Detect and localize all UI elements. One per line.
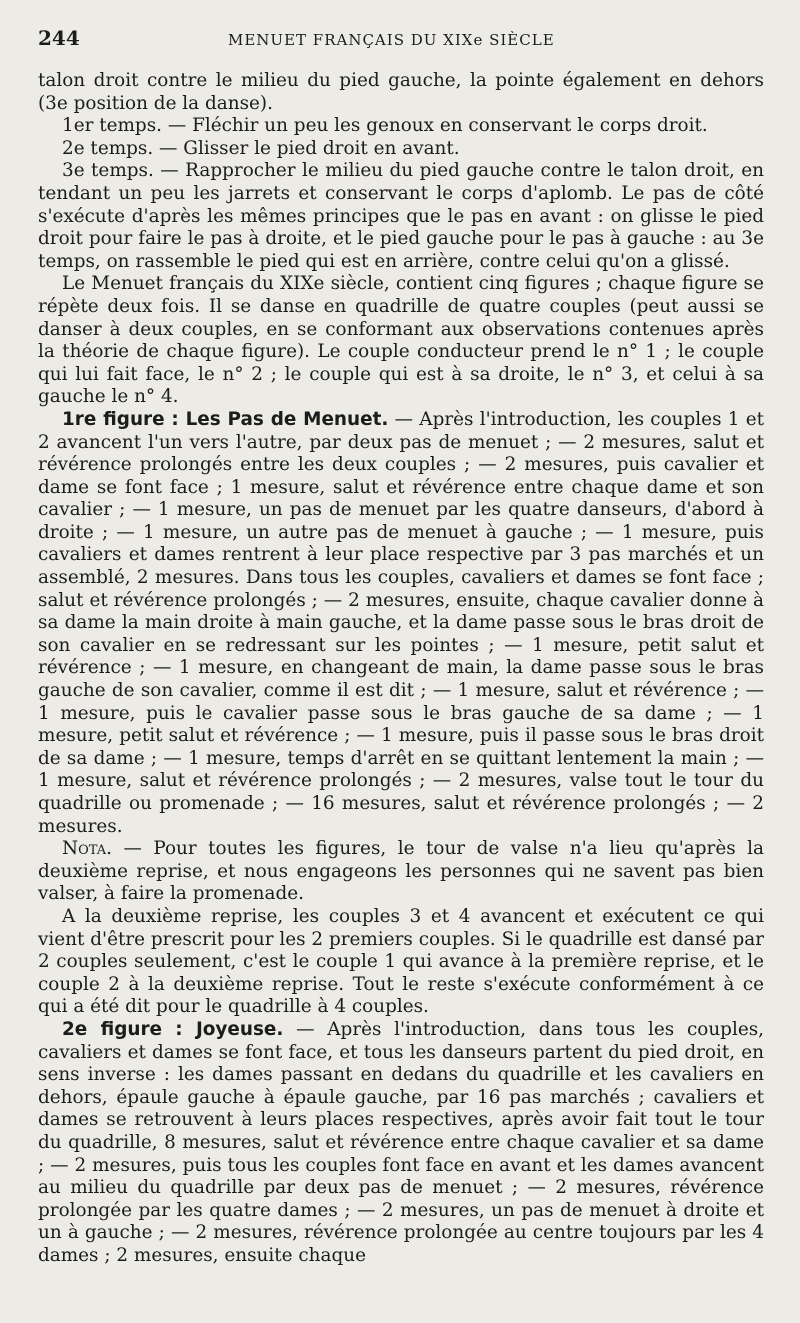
paragraph-nota (38, 838, 764, 906)
figure-1-heading: 1re figure : Les Pas de Menuet. (62, 408, 389, 430)
running-title: MENUET FRANÇAIS DU XIXe SIÈCLE (228, 31, 555, 49)
figure-2-heading: 2e figure : Joyeuse. (62, 1018, 284, 1040)
paragraph-figure-1 (38, 409, 764, 838)
paragraph-third-beat: 3e temps. — Rapprocher le milieu du pied gauche contre le talon droit, en tendant un peu les jarrets et conservant le corps d'aplomb. Le pas de côté s'exécute d'après les mêmes principes que le pas en avant : on glisse le pied droit pour faire le pas à droite, et le pied gauche pour le pas à gauche : au 3e temps, on rassemble le pied qui est en arrière, contre celui qu'on a glissé. (38, 160, 764, 272)
paragraph-continuation: talon droit contre le milieu du pied gauche, la pointe également en dehors (3e position de la danse). (38, 70, 764, 114)
paragraph-first-beat: 1er temps. — Fléchir un peu les genoux en conservant le corps droit. (62, 115, 708, 137)
page-header (38, 26, 764, 60)
paragraph-second-beat: 2e temps. — Glisser le pied droit en avant. (62, 137, 460, 159)
figure-2-text: — Après l'introduction, dans tous les couples, cavaliers et dames se font face, et tous les danseurs partent du pied droit, en sens inverse : les dames passant en dedans du quadrille et les cavaliers en dehors, épaule gauche à épaule gauche, par 16 pas marchés ; cavaliers et dames se retrouvent à leurs places respectives, après avoir fait tout le tour du quadrille, 8 mesures, salut et révérence entre chaque cavalier et sa dame ; — 2 mesures, puis tous les couples font face en avant et les dames avancent au milieu du quadrille par deux pas de menuet ; — 2 mesures, révérence prolongée par les quatre dames ; — 2 mesures, un pas de menuet à droite et un à gauche ; — 2 mesures, révérence prolongée au centre toujours par les 4 dames ; 2 mesures, ensuite chaque (38, 1018, 764, 1266)
paragraph-figure-2 (38, 1019, 764, 1268)
nota-label: Nota. (62, 838, 112, 860)
page-number: 244 (38, 26, 80, 50)
paragraph-second-reprise: A la deuxième reprise, les couples 3 et 4 avancent et exécutent ce qui vient d'être prescrit pour les 2 premiers couples. Si le quadrille est dansé par 2 couples seulement, c'est le couple 1 qui avance à la première reprise, et le couple 2 à la deuxième reprise. Tout le reste s'exécute conformément à ce qui a été dit pour le quadrille à 4 couples. (38, 905, 764, 1018)
body-text (38, 70, 764, 1267)
figure-1-text: — Après l'introduction, les couples 1 et 2 avancent l'un vers l'autre, par deux pas de menuet ; — 2 mesures, salut et révérence prolongés entre les deux couples ; — 2 mesures, puis cavalier et dame se font face ; 1 mesure, salut et révérence entre chaque dame et son cavalier ; — 1 mesure, un pas de menuet par les quatre danseurs, d'abord à droite ; — 1 mesure, un autre pas de menuet à gauche ; — 1 mesure, puis cavaliers et dames rentrent à leur place respective par 3 pas marchés et un assemblé, 2 mesures. Dans tous les couples, cavaliers et dames se font face ; salut et révérence prolongés ; — 2 mesures, ensuite, chaque cavalier donne à sa dame la main droite à main gauche, et la dame passe sous le bras droit de son cavalier en se redressant sur les pointes ; — 1 mesure, petit salut et révérence ; — 1 mesure, en changeant de main, la dame passe sous le bras gauche de son cavalier, comme il est dit ; — 1 mesure, salut et révérence ; — 1 mesure, puis le cavalier passe sous le bras gauche de sa dame ; — 1 mesure, petit salut et révérence ; — 1 mesure, puis il passe sous le bras droit de sa dame ; — 1 mesure, temps d'arrêt en se quittant lentement la main ; — 1 mesure, salut et révérence prolongés ; — 2 mesures, valse tout le tour du quadrille ou promenade ; — 16 mesures, salut et révérence prolongés ; — 2 mesures. (38, 408, 765, 837)
nota-text: — Pour toutes les figures, le tour de valse n'a lieu qu'après la deuxième reprise, et nous engageons les personnes qui ne savent pas bien valser, à faire la promenade. (38, 838, 764, 905)
paragraph-intro-menuet: Le Menuet français du XIXe siècle, contient cinq figures ; chaque figure se répète deux fois. Il se danse en quadrille de quatre couples (peut aussi se danser à deux couples, en se conformant aux observations contenues après la théorie de chaque figure). Le couple conducteur prend le n° 1 ; le couple qui lui fait face, le n° 2 ; le couple qui est à sa droite, le n° 3, et celui à sa gauche le n° 4. (38, 273, 764, 408)
